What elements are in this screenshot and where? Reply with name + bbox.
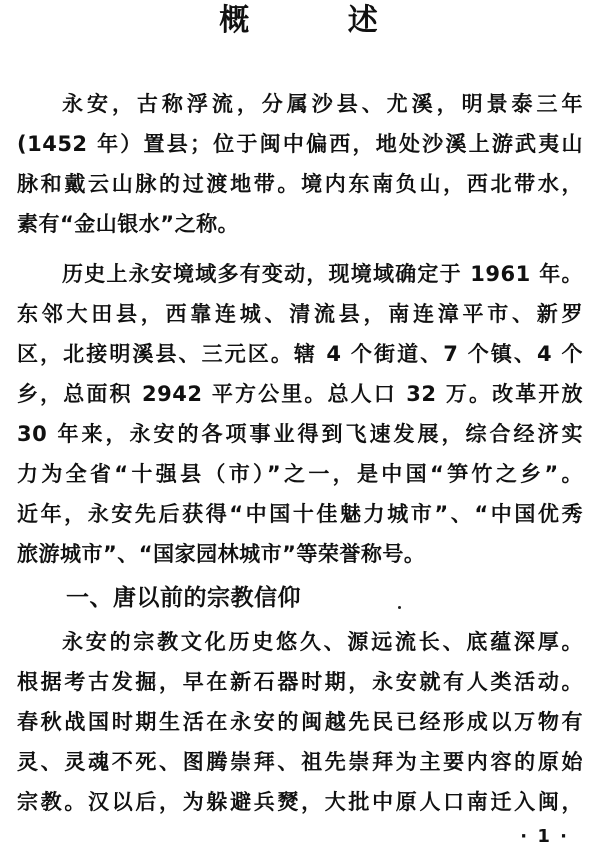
paragraph-2-line-2: 东邻大田县，西靠连城、清流县，南连漳平市、新罗: [17, 302, 583, 326]
section-line-2: 根据考古发掘，早在新石器时期，永安就有人类活动。: [17, 670, 583, 694]
page-number: · 1 ·: [520, 826, 569, 847]
paragraph-1-line-3: 脉和戴云山脉的过渡地带。境内东南负山，西北带水，: [17, 172, 583, 196]
paragraph-2-line-5: 30 年来，永安的各项事业得到飞速发展，综合经济实: [17, 422, 583, 446]
page-title: 概 述: [219, 3, 422, 38]
paragraph-2-line-8: 旅游城市”、“国家园林城市”等荣誉称号。: [17, 542, 426, 566]
paragraph-2-line-4: 乡，总面积 2942 平方公里。总人口 32 万。改革开放: [17, 382, 583, 406]
section-heading: 一、唐以前的宗教信仰: [66, 585, 301, 611]
section-line-5: 宗教。汉以后，为躲避兵燹，大批中原人口南迁入闽，: [17, 790, 583, 814]
section-line-4: 灵、灵魂不死、图腾崇拜、祖先崇拜为主要内容的原始: [17, 750, 583, 774]
section-line-3: 春秋战国时期生活在永安的闽越先民已经形成以万物有: [17, 710, 583, 734]
paragraph-1-line-2: (1452 年）置县；位于闽中偏西，地处沙溪上游武夷山: [17, 132, 583, 156]
paragraph-2-line-6: 力为全省“十强县（市）”之一，是中国“笋竹之乡”。: [17, 462, 583, 486]
paragraph-2-line-7: 近年，永安先后获得“中国十佳魅力城市”、“中国优秀: [17, 502, 583, 526]
paragraph-2-line-3: 区，北接明溪县、三元区。辖 4 个街道、7 个镇、4 个: [17, 342, 583, 366]
paragraph-1-line-4: 素有“金山银水”之称。: [17, 212, 240, 236]
paragraph-1-line-1: 永安，古称浮流，分属沙县、尤溪，明景泰三年: [62, 92, 583, 116]
print-speck: [398, 606, 401, 609]
paragraph-2-line-1: 历史上永安境域多有变动，现境域确定于 1961 年。: [62, 262, 583, 286]
section-line-1: 永安的宗教文化历史悠久、源远流长、底蕴深厚。: [62, 630, 583, 654]
